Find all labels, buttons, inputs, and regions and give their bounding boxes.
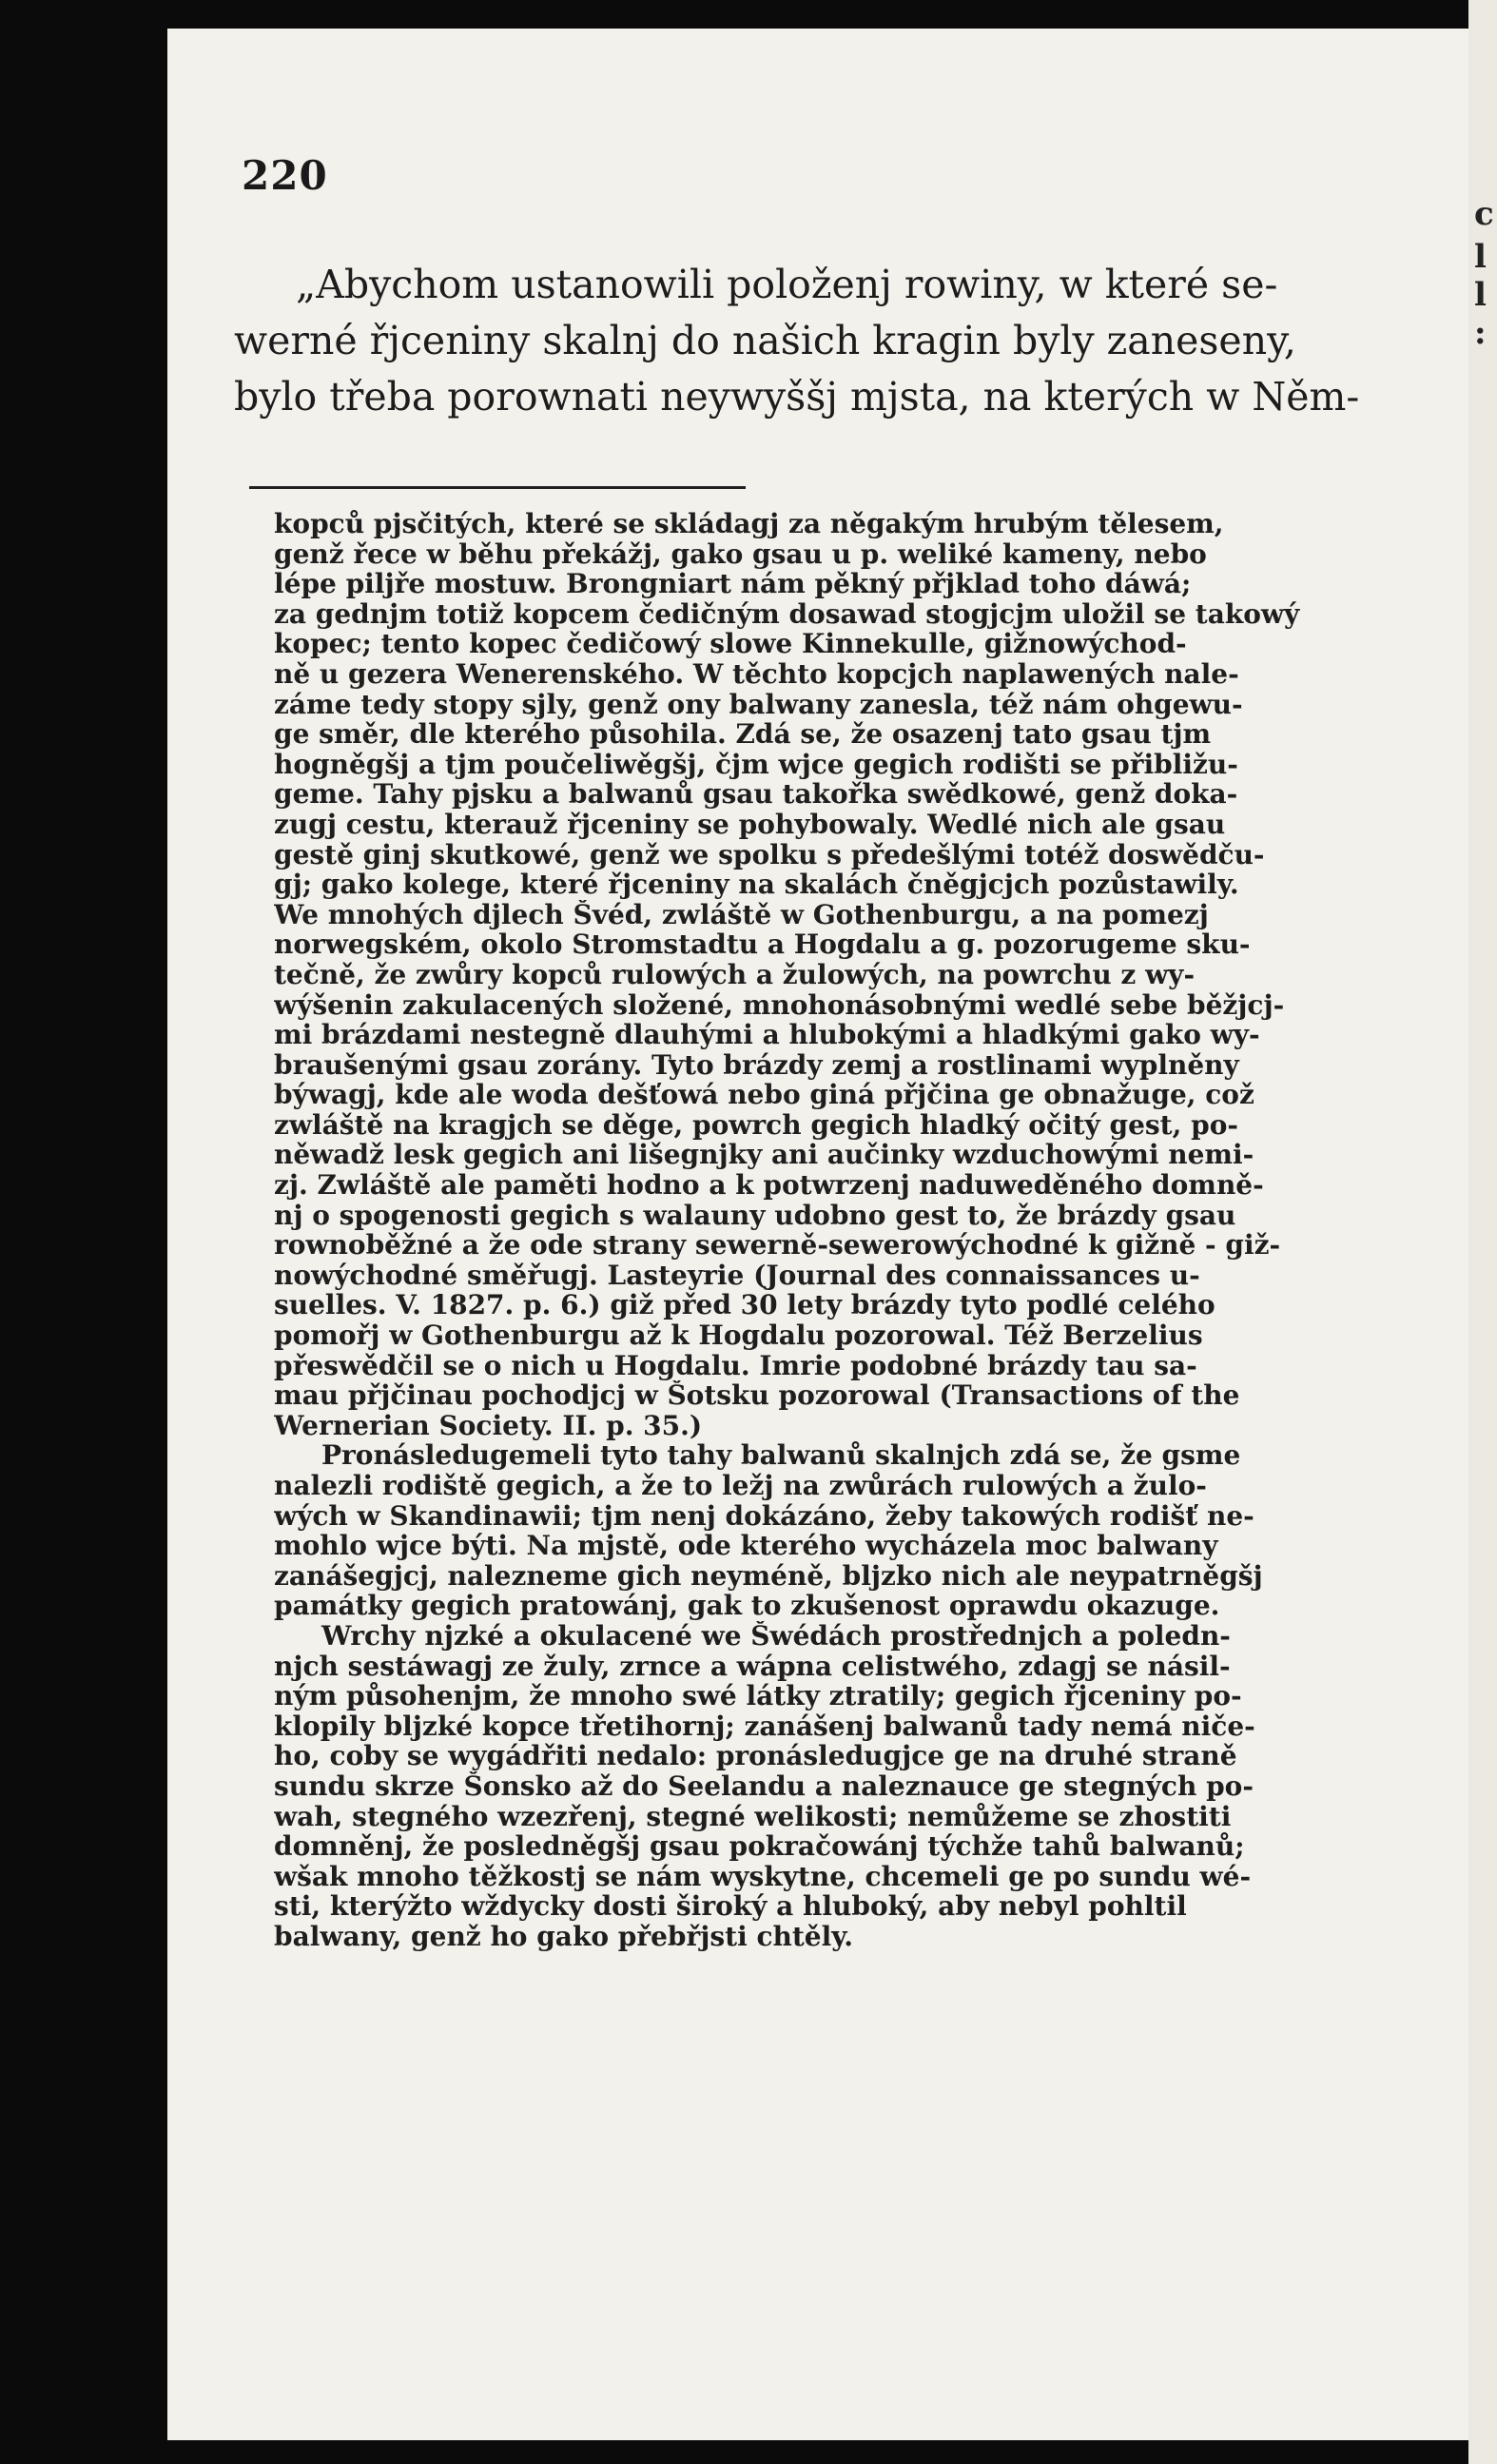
footnote-line: Wrchy njzké a okulacené we Šwédách prostřednjch a poledn- xyxy=(321,1620,1231,1652)
footnote-line: nowýchodné směřugj. Lasteyrie (Journal des connaissances u- xyxy=(274,1260,1200,1291)
intro-line: „Abychom ustanowili položenj rowiny, w které se- xyxy=(296,262,1278,307)
footnote-line: nj o spogenosti gegich s walauny udobno gest to, že brázdy gsau xyxy=(274,1200,1236,1231)
footnote-line: gestě ginj skutkowé, genž we spolku s předešlými totéž doswědču- xyxy=(274,839,1265,870)
footnote-line: býwagj, kde ale woda dešťowá nebo giná přjčina ge obnažuge, což xyxy=(274,1080,1254,1110)
edge-fragment: l xyxy=(1474,238,1487,276)
footnote-line: mau přjčinau pochodjcj w Šotsku pozorowal (Transactions of the xyxy=(274,1380,1240,1411)
footnote-line: pomořj w Gothenburgu až k Hogdalu pozorowal. Též Berzelius xyxy=(274,1320,1203,1351)
footnote-line: wých w Skandinawii; tjm nenj dokázáno, žeby takowých rodišť ne- xyxy=(274,1500,1254,1532)
footnote-line: domněnj, že posledněgšj gsau pokračowánj týchže tahů balwanů; xyxy=(274,1831,1245,1862)
footnote-line: Pronásledugemeli tyto tahy balwanů skalnjch zdá se, že gsme xyxy=(321,1440,1241,1471)
edge-fragment: : xyxy=(1474,314,1487,352)
footnote-line: záme tedy stopy sjly, genž ony balwany zanesla, též nám ohgewu- xyxy=(274,689,1243,720)
footnote-line: nalezli rodiště gegich, a že to ležj na zwůrách rulowých a žulo- xyxy=(274,1471,1207,1501)
footnote-separator xyxy=(249,486,746,489)
footnote-line: zugj cestu, kterauž řjceniny se pohybowaly. Wedlé nich ale gsau xyxy=(274,809,1226,840)
footnote-line: balwany, genž ho gako přebřjsti chtěly. xyxy=(274,1921,854,1952)
footnote-line: We mnohých djlech Švéd, zwláště w Gothenburgu, a na pomezj xyxy=(274,899,1209,930)
footnote-text xyxy=(274,509,1392,1952)
footnote-line: mohlo wjce býti. Na mjstě, ode kterého wycházela moc balwany xyxy=(274,1531,1218,1561)
footnote-line: geme. Tahy pjsku a balwanů gsau takořka swědkowé, genž doka- xyxy=(274,779,1238,810)
footnote-line: wšak mnoho těžkostj se nám wyskytne, chcemeli ge po sundu wé- xyxy=(274,1861,1252,1892)
footnote-line: gj; gako kolege, které řjceniny na skalách čněgjcjch pozůstawily. xyxy=(274,870,1239,900)
book-page xyxy=(167,29,1468,2440)
footnote-line: wah, stegného wzezřenj, stegné welikosti; nemůžeme se zhostiti xyxy=(274,1801,1232,1832)
footnote-line: tečně, že zwůry kopců rulowých a žulowých, na powrchu z wy- xyxy=(274,959,1196,990)
footnote-line: mi brázdami nestegně dlauhými a hlubokými a hladkými gako wy- xyxy=(274,1020,1260,1050)
footnote-line: hogněgšj a tjm poučeliwěgšj, čjm wjce gegich rodišti se přibližu- xyxy=(274,749,1238,780)
footnote-line: zj. Zwláště ale paměti hodno a k potwrzenj naduweděného domně- xyxy=(274,1170,1264,1201)
adjacent-page-edge xyxy=(1468,0,1497,2464)
footnote-line: sundu skrze Šonsko až do Seelandu a naleznauce ge stegných po- xyxy=(274,1770,1254,1802)
footnote-line: lépe piljře mostuw. Brongniart nám pěkný přjklad toho dáwá; xyxy=(274,569,1192,599)
footnote-line: norwegském, okolo Stromstadtu a Hogdalu a g. pozorugeme sku- xyxy=(274,929,1251,960)
footnote-line: něwadž lesk gegich ani lišegnjky ani aučinky wzduchowými nemi- xyxy=(274,1140,1254,1171)
footnote-line: zwláště na kragjch se děge, powrch gegich hladký očitý gest, po- xyxy=(274,1109,1238,1141)
footnote-line: braušenými gsau zorány. Tyto brázdy zemj a rostlinami wyplněny xyxy=(274,1049,1239,1081)
edge-fragment: l xyxy=(1474,276,1487,314)
intro-paragraph xyxy=(234,257,1392,425)
footnote-line: zanášegjcj, nalezneme gich neyméně, blјzko nich ale neypatrněgšj xyxy=(274,1560,1263,1592)
footnote-line: ge směr, dle kterého půsohila. Zdá se, že osazenj tato gsau tjm xyxy=(274,719,1212,750)
footnote-line: sti, kterýžto wždycky dosti široký a hluboký, aby nebyl pohltil xyxy=(274,1891,1187,1922)
footnote-line: klopily bljzké kopce třetihornj; zanášenj balwanů tady nemá niče- xyxy=(274,1711,1255,1742)
intro-line: bylo třeba porownati neywyššj mjsta, na kterých w Něm- xyxy=(234,374,1360,420)
footnote-line: přeswědčil se o nich u Hogdalu. Imrie podobné brázdy tau sa- xyxy=(274,1350,1197,1381)
footnote-line: genž řece w běhu překážj, gako gsau u p. weliké kameny, nebo xyxy=(274,538,1207,570)
footnote-line: rownoběžné a že ode strany sewerně-sewerowýchodné k gižně - giž- xyxy=(274,1230,1281,1261)
footnote-line: památky gegich pratowánj, gak to zkušenost oprawdu okazuge. xyxy=(274,1591,1220,1621)
page-number: 220 xyxy=(242,152,328,199)
footnote-line: za gednjm totiž kopcem čedičným dosawad stogjcjm uložil se takowý xyxy=(274,598,1300,630)
footnote-line: njch sestáwagj ze žuly, zrnce a wápna celistwého, zdagj se násil- xyxy=(274,1651,1231,1682)
footnote-line: ně u gezera Wenerenského. W těchto kopcjch naplawených nale- xyxy=(274,658,1239,690)
intro-line: werné řjceniny skalnj do našich kragin byly zaneseny, xyxy=(234,318,1296,363)
footnote-line: ho, coby se wygádřiti nedalo: pronásledugjce ge na druhé straně xyxy=(274,1741,1237,1771)
footnote-line: suelles. V. 1827. p. 6.) giž před 30 lety brázdy tyto podlé celého xyxy=(274,1290,1215,1321)
footnote-line: wýšenin zakulacených složené, mnohonásobnými wedlé sebe běžjcj- xyxy=(274,989,1285,1021)
footnote-line: kopec; tento kopec čedičowý slowe Kinnekulle, gižnowýchod- xyxy=(274,629,1187,659)
footnote-line: kopců pjsčitých, které se skládagj za něgakým hrubým tělesem, xyxy=(274,509,1224,539)
footnote-line: ným půsohenjm, že mnoho swé látky ztratily; gegich řjceniny po- xyxy=(274,1681,1242,1711)
edge-fragment: c xyxy=(1474,195,1494,233)
footnote-line: Wernerian Society. II. p. 35.) xyxy=(274,1410,703,1441)
